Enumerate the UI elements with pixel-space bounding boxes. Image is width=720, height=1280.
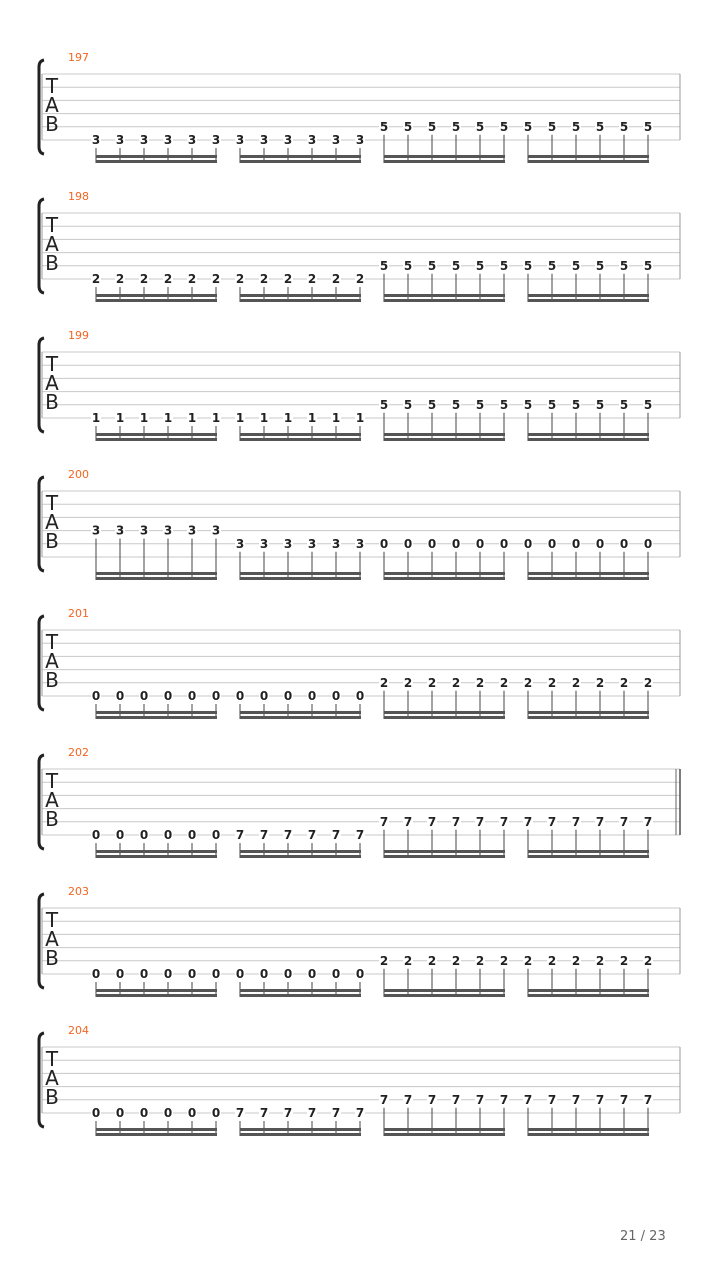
- beam-secondary: [240, 994, 361, 997]
- fret-number: 7: [499, 814, 509, 829]
- fret-number: 5: [643, 397, 653, 412]
- tab-clef-letter: T: [45, 491, 59, 515]
- beam-primary: [384, 1128, 505, 1131]
- fret-number: 1: [307, 411, 317, 425]
- fret-number: 0: [187, 967, 197, 981]
- fret-number: 3: [259, 536, 269, 551]
- tab-clef-letter: A: [45, 371, 59, 395]
- beam-secondary: [384, 438, 505, 441]
- beam-secondary: [384, 994, 505, 997]
- fret-number: 2: [619, 953, 629, 968]
- fret-number: 0: [211, 689, 221, 703]
- fret-number: 3: [331, 133, 341, 147]
- fret-number: 7: [619, 814, 629, 829]
- beam-primary: [528, 155, 649, 158]
- fret-number: 5: [427, 258, 437, 273]
- beam-secondary: [528, 716, 649, 719]
- fret-number: 0: [571, 536, 581, 551]
- fret-number: 3: [115, 523, 125, 538]
- fret-number: 7: [355, 1106, 365, 1120]
- fret-number: 0: [91, 1106, 101, 1120]
- beam-primary: [528, 433, 649, 436]
- fret-number: 0: [211, 828, 221, 842]
- fret-number: 0: [139, 689, 149, 703]
- fret-number: 1: [211, 411, 221, 425]
- fret-number: 2: [139, 272, 149, 286]
- fret-number: 0: [187, 1106, 197, 1120]
- fret-number: 5: [547, 258, 557, 273]
- fret-number: 0: [283, 967, 293, 981]
- fret-number: 5: [379, 397, 389, 412]
- fret-number: 2: [523, 953, 533, 968]
- beam-secondary: [240, 716, 361, 719]
- tab-clef-letter: B: [45, 529, 59, 553]
- measure-number: 201: [68, 607, 89, 620]
- beam-secondary: [96, 855, 217, 858]
- tab-clef-letter: B: [45, 1085, 59, 1109]
- beam-secondary: [528, 299, 649, 302]
- beam-secondary: [240, 577, 361, 580]
- fret-number: 5: [571, 119, 581, 134]
- beam-primary: [528, 850, 649, 853]
- fret-number: 3: [187, 133, 197, 147]
- fret-number: 2: [547, 675, 557, 690]
- beam-primary: [384, 155, 505, 158]
- fret-number: 5: [451, 397, 461, 412]
- fret-number: 5: [499, 258, 509, 273]
- fret-number: 5: [451, 119, 461, 134]
- fret-number: 2: [475, 675, 485, 690]
- measure-number: 200: [68, 468, 89, 481]
- fret-number: 3: [91, 133, 101, 147]
- fret-number: 5: [643, 258, 653, 273]
- fret-number: 7: [523, 814, 533, 829]
- fret-number: 5: [379, 119, 389, 134]
- fret-number: 3: [283, 536, 293, 551]
- tab-clef-letter: B: [45, 668, 59, 692]
- fret-number: 3: [115, 133, 125, 147]
- fret-number: 7: [427, 814, 437, 829]
- tab-clef-letter: A: [45, 649, 59, 673]
- tab-system: [39, 468, 680, 580]
- fret-number: 7: [331, 828, 341, 842]
- fret-number: 5: [403, 119, 413, 134]
- fret-number: 0: [283, 689, 293, 703]
- beam-secondary: [240, 1133, 361, 1136]
- fret-number: 2: [427, 675, 437, 690]
- beam-primary: [240, 294, 361, 297]
- fret-number: 7: [355, 828, 365, 842]
- tab-clef-letter: A: [45, 232, 59, 256]
- fret-number: 2: [403, 675, 413, 690]
- fret-number: 2: [571, 675, 581, 690]
- fret-number: 7: [643, 1092, 653, 1107]
- fret-number: 2: [547, 953, 557, 968]
- fret-number: 0: [547, 536, 557, 551]
- beam-secondary: [96, 299, 217, 302]
- fret-number: 0: [187, 828, 197, 842]
- fret-number: 0: [163, 828, 173, 842]
- fret-number: 7: [427, 1092, 437, 1107]
- fret-number: 0: [427, 536, 437, 551]
- fret-number: 2: [235, 272, 245, 286]
- fret-number: 0: [91, 828, 101, 842]
- measure-number: 202: [68, 746, 89, 759]
- beam-primary: [240, 433, 361, 436]
- fret-number: 3: [235, 133, 245, 147]
- fret-number: 2: [427, 953, 437, 968]
- fret-number: 7: [403, 1092, 413, 1107]
- tab-clef-letter: B: [45, 390, 59, 414]
- fret-number: 7: [403, 814, 413, 829]
- fret-number: 2: [379, 675, 389, 690]
- fret-number: 3: [211, 133, 221, 147]
- fret-number: 5: [619, 397, 629, 412]
- fret-number: 7: [595, 814, 605, 829]
- measure-number: 204: [68, 1024, 89, 1037]
- beam-primary: [528, 711, 649, 714]
- beam-secondary: [96, 438, 217, 441]
- page-indicator: 21 / 23: [620, 1229, 666, 1244]
- beam-primary: [96, 850, 217, 853]
- beam-secondary: [528, 438, 649, 441]
- beam-primary: [384, 850, 505, 853]
- tab-system: [39, 190, 680, 302]
- fret-number: 7: [547, 814, 557, 829]
- tab-system: [39, 51, 680, 163]
- fret-number: 7: [307, 1106, 317, 1120]
- tab-clef-letter: B: [45, 251, 59, 275]
- fret-number: 5: [403, 258, 413, 273]
- fret-number: 0: [139, 1106, 149, 1120]
- fret-number: 2: [259, 272, 269, 286]
- fret-number: 5: [523, 397, 533, 412]
- fret-number: 7: [475, 1092, 485, 1107]
- beam-secondary: [240, 438, 361, 441]
- fret-number: 0: [187, 689, 197, 703]
- fret-number: 0: [115, 689, 125, 703]
- beam-primary: [96, 433, 217, 436]
- fret-number: 2: [91, 272, 101, 286]
- fret-number: 2: [451, 675, 461, 690]
- fret-number: 5: [619, 258, 629, 273]
- beam-secondary: [384, 716, 505, 719]
- fret-number: 5: [571, 258, 581, 273]
- tab-clef-letter: B: [45, 112, 59, 136]
- fret-number: 7: [283, 828, 293, 842]
- tab-clef-letter: A: [45, 1066, 59, 1090]
- fret-number: 5: [403, 397, 413, 412]
- beam-primary: [384, 711, 505, 714]
- beam-primary: [240, 1128, 361, 1131]
- fret-number: 7: [259, 1106, 269, 1120]
- beam-primary: [384, 989, 505, 992]
- fret-number: 2: [163, 272, 173, 286]
- fret-number: 5: [475, 258, 485, 273]
- tab-clef-letter: T: [45, 769, 59, 793]
- fret-number: 0: [475, 536, 485, 551]
- fret-number: 0: [115, 1106, 125, 1120]
- fret-number: 7: [235, 1106, 245, 1120]
- beam-secondary: [384, 160, 505, 163]
- fret-number: 0: [235, 689, 245, 703]
- fret-number: 0: [211, 967, 221, 981]
- beam-secondary: [96, 994, 217, 997]
- fret-number: 5: [547, 119, 557, 134]
- fret-number: 2: [307, 272, 317, 286]
- fret-number: 1: [187, 411, 197, 425]
- fret-number: 0: [355, 967, 365, 981]
- fret-number: 2: [283, 272, 293, 286]
- fret-number: 7: [643, 814, 653, 829]
- tab-clef-letter: A: [45, 93, 59, 117]
- fret-number: 7: [571, 814, 581, 829]
- fret-number: 5: [571, 397, 581, 412]
- fret-number: 3: [259, 133, 269, 147]
- fret-number: 2: [187, 272, 197, 286]
- fret-number: 2: [499, 675, 509, 690]
- fret-number: 3: [307, 133, 317, 147]
- fret-number: 1: [331, 411, 341, 425]
- beam-secondary: [96, 716, 217, 719]
- fret-number: 0: [523, 536, 533, 551]
- tab-system: [39, 885, 680, 997]
- fret-number: 1: [91, 411, 101, 425]
- fret-number: 0: [307, 689, 317, 703]
- fret-number: 5: [427, 119, 437, 134]
- fret-number: 5: [499, 119, 509, 134]
- beam-secondary: [384, 299, 505, 302]
- beam-primary: [96, 1128, 217, 1131]
- fret-number: 0: [139, 967, 149, 981]
- beam-primary: [384, 433, 505, 436]
- measure-number: 198: [68, 190, 89, 203]
- fret-number: 3: [163, 523, 173, 538]
- tab-system: [39, 329, 680, 441]
- beam-primary: [240, 572, 361, 575]
- beam-secondary: [240, 855, 361, 858]
- beam-secondary: [384, 577, 505, 580]
- tab-system: [39, 1024, 680, 1136]
- fret-number: 3: [163, 133, 173, 147]
- beam-secondary: [240, 160, 361, 163]
- beam-primary: [240, 989, 361, 992]
- beam-primary: [96, 155, 217, 158]
- fret-number: 0: [595, 536, 605, 551]
- fret-number: 2: [571, 953, 581, 968]
- beam-primary: [528, 1128, 649, 1131]
- fret-number: 7: [571, 1092, 581, 1107]
- fret-number: 7: [283, 1106, 293, 1120]
- fret-number: 1: [115, 411, 125, 425]
- beam-secondary: [384, 1133, 505, 1136]
- fret-number: 2: [595, 675, 605, 690]
- fret-number: 0: [451, 536, 461, 551]
- tab-clef-letter: B: [45, 807, 59, 831]
- beam-primary: [384, 572, 505, 575]
- beam-primary: [384, 294, 505, 297]
- fret-number: 0: [403, 536, 413, 551]
- fret-number: 7: [235, 828, 245, 842]
- fret-number: 5: [499, 397, 509, 412]
- fret-number: 5: [523, 258, 533, 273]
- beam-secondary: [384, 855, 505, 858]
- beam-secondary: [96, 1133, 217, 1136]
- fret-number: 3: [331, 536, 341, 551]
- fret-number: 7: [451, 1092, 461, 1107]
- fret-number: 1: [139, 411, 149, 425]
- fret-number: 5: [523, 119, 533, 134]
- tab-system: [39, 607, 680, 719]
- fret-number: 2: [379, 953, 389, 968]
- fret-number: 2: [403, 953, 413, 968]
- fret-number: 5: [595, 258, 605, 273]
- fret-number: 3: [187, 523, 197, 538]
- fret-number: 7: [595, 1092, 605, 1107]
- fret-number: 5: [619, 119, 629, 134]
- fret-number: 3: [355, 536, 365, 551]
- fret-number: 1: [235, 411, 245, 425]
- tab-clef-letter: T: [45, 1047, 59, 1071]
- fret-number: 2: [523, 675, 533, 690]
- fret-number: 0: [619, 536, 629, 551]
- fret-number: 1: [283, 411, 293, 425]
- fret-number: 5: [451, 258, 461, 273]
- fret-number: 3: [211, 523, 221, 538]
- beam-secondary: [528, 160, 649, 163]
- fret-number: 0: [163, 1106, 173, 1120]
- fret-number: 3: [235, 536, 245, 551]
- fret-number: 5: [595, 397, 605, 412]
- fret-number: 0: [115, 828, 125, 842]
- beam-primary: [96, 989, 217, 992]
- fret-number: 7: [379, 1092, 389, 1107]
- fret-number: 0: [115, 967, 125, 981]
- beam-primary: [240, 850, 361, 853]
- fret-number: 0: [331, 689, 341, 703]
- fret-number: 0: [139, 828, 149, 842]
- fret-number: 2: [475, 953, 485, 968]
- fret-number: 7: [619, 1092, 629, 1107]
- fret-number: 2: [619, 675, 629, 690]
- fret-number: 0: [331, 967, 341, 981]
- fret-number: 3: [283, 133, 293, 147]
- fret-number: 0: [499, 536, 509, 551]
- beam-secondary: [528, 855, 649, 858]
- tab-clef-letter: A: [45, 510, 59, 534]
- beam-primary: [528, 989, 649, 992]
- fret-number: 7: [451, 814, 461, 829]
- fret-number: 0: [163, 967, 173, 981]
- fret-number: 2: [643, 953, 653, 968]
- fret-number: 3: [91, 523, 101, 538]
- fret-number: 0: [355, 689, 365, 703]
- fret-number: 7: [379, 814, 389, 829]
- fret-number: 2: [643, 675, 653, 690]
- beam-primary: [96, 294, 217, 297]
- fret-number: 7: [499, 1092, 509, 1107]
- fret-number: 7: [259, 828, 269, 842]
- tab-clef-letter: A: [45, 927, 59, 951]
- measure-number: 199: [68, 329, 89, 342]
- fret-number: 7: [547, 1092, 557, 1107]
- fret-number: 5: [475, 397, 485, 412]
- fret-number: 0: [91, 689, 101, 703]
- fret-number: 2: [115, 272, 125, 286]
- fret-number: 5: [595, 119, 605, 134]
- fret-number: 3: [139, 523, 149, 538]
- measure-number: 197: [68, 51, 89, 64]
- fret-number: 0: [259, 967, 269, 981]
- fret-number: 0: [643, 536, 653, 551]
- tab-clef-letter: T: [45, 213, 59, 237]
- fret-number: 1: [259, 411, 269, 425]
- measure-number: 203: [68, 885, 89, 898]
- tab-clef-letter: T: [45, 908, 59, 932]
- fret-number: 2: [451, 953, 461, 968]
- fret-number: 0: [259, 689, 269, 703]
- beam-primary: [96, 572, 217, 575]
- fret-number: 0: [211, 1106, 221, 1120]
- tab-clef-letter: T: [45, 74, 59, 98]
- fret-number: 5: [427, 397, 437, 412]
- tab-clef-letter: A: [45, 788, 59, 812]
- fret-number: 5: [475, 119, 485, 134]
- fret-number: 5: [547, 397, 557, 412]
- beam-secondary: [96, 577, 217, 580]
- beam-primary: [528, 294, 649, 297]
- beam-primary: [240, 711, 361, 714]
- fret-number: 3: [307, 536, 317, 551]
- beam-primary: [96, 711, 217, 714]
- fret-number: 0: [379, 536, 389, 551]
- beam-primary: [528, 572, 649, 575]
- fret-number: 2: [499, 953, 509, 968]
- fret-number: 5: [643, 119, 653, 134]
- tab-clef-letter: T: [45, 352, 59, 376]
- fret-number: 2: [331, 272, 341, 286]
- fret-number: 7: [523, 1092, 533, 1107]
- fret-number: 0: [235, 967, 245, 981]
- beam-secondary: [240, 299, 361, 302]
- tab-system: [39, 746, 680, 858]
- fret-number: 0: [307, 967, 317, 981]
- fret-number: 2: [595, 953, 605, 968]
- fret-number: 2: [355, 272, 365, 286]
- fret-number: 0: [91, 967, 101, 981]
- beam-secondary: [528, 994, 649, 997]
- fret-number: 2: [211, 272, 221, 286]
- fret-number: 0: [163, 689, 173, 703]
- fret-number: 7: [475, 814, 485, 829]
- tab-clef-letter: B: [45, 946, 59, 970]
- fret-number: 3: [355, 133, 365, 147]
- fret-number: 7: [331, 1106, 341, 1120]
- fret-number: 7: [307, 828, 317, 842]
- fret-number: 1: [163, 411, 173, 425]
- fret-number: 3: [139, 133, 149, 147]
- fret-number: 5: [379, 258, 389, 273]
- beam-secondary: [528, 1133, 649, 1136]
- tab-clef-letter: T: [45, 630, 59, 654]
- beam-secondary: [528, 577, 649, 580]
- beam-secondary: [96, 160, 217, 163]
- beam-primary: [240, 155, 361, 158]
- fret-number: 1: [355, 411, 365, 425]
